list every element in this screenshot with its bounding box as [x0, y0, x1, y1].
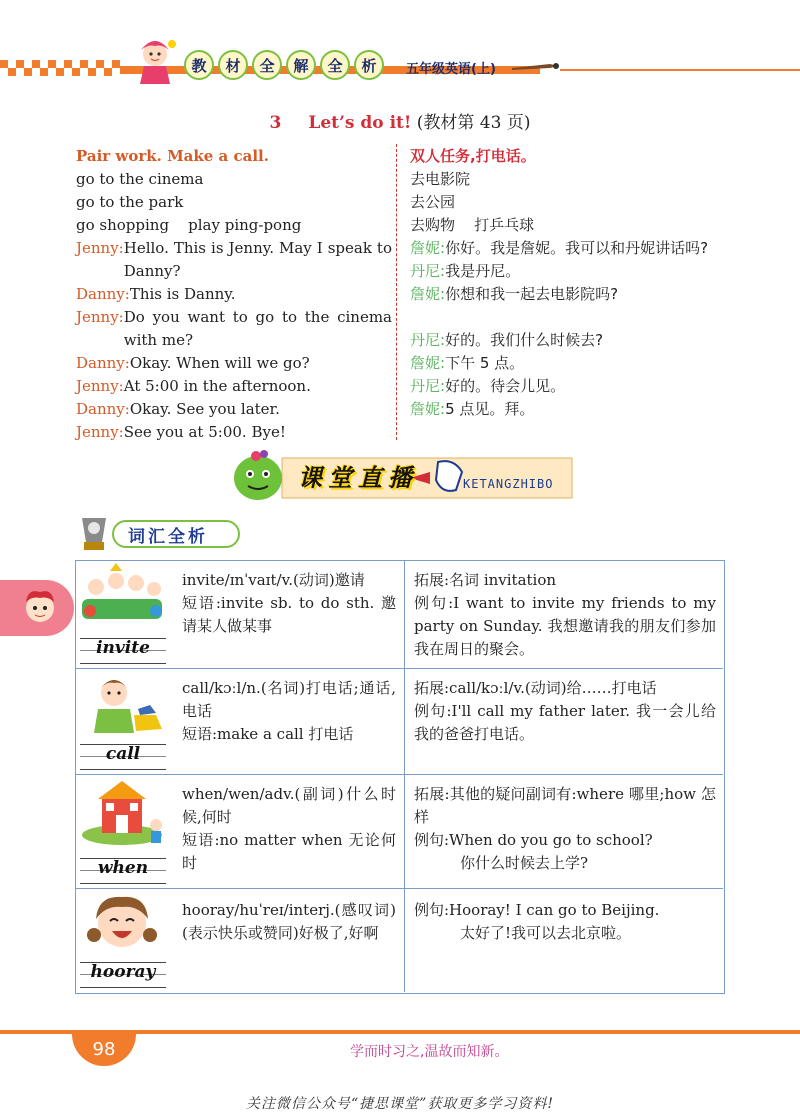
vocab-word: invite [96, 638, 150, 658]
example-text: 例句:Hooray! I can go to Beijing. [414, 901, 660, 919]
page-title [0, 108, 800, 133]
vocab-picture [76, 561, 170, 668]
vocab-word: call [105, 744, 141, 764]
header-mascot-icon [132, 36, 178, 86]
dialogue-line [76, 237, 392, 283]
extension-text: 拓展:其他的疑问副词有:where 哪里;how 怎样 [414, 785, 716, 826]
dialogue-line [76, 306, 392, 352]
series-char: 析 [354, 50, 384, 80]
definition-text: call/kɔːl/n.(名词)打电话;通话,电话 [182, 679, 396, 720]
speaker-name: Jenny: [76, 239, 124, 257]
vocab-row [76, 775, 723, 889]
vocab-extension [414, 569, 716, 661]
header-stripe [0, 66, 800, 74]
speaker-name: 詹妮: [410, 400, 446, 418]
dialogue-line [76, 398, 392, 421]
speaker-name: Danny: [76, 354, 130, 372]
speaker-name: Danny: [76, 285, 130, 303]
example-text: 例句:When do you go to school? [414, 831, 653, 849]
dialogue-line [76, 283, 392, 306]
series-char: 解 [286, 50, 316, 80]
cell-divider [404, 669, 405, 774]
dialogue-line [76, 421, 392, 444]
phrase-line: go to the park [76, 193, 184, 211]
example-text: 例句:I'll call my father later. 我一会儿给我的爸爸打电话。 [414, 702, 716, 743]
dialogue-line [410, 329, 730, 352]
line-text: 你好。我是詹妮。我可以和丹妮讲话吗? [445, 239, 709, 257]
title-ref: (教材第 43 页) [416, 113, 531, 133]
dialogue-english [76, 145, 392, 444]
dialogue-line [410, 237, 730, 260]
grade-label: 五年级英语(上) [406, 62, 496, 77]
dialogue-line [410, 398, 730, 421]
trophy-icon [74, 512, 114, 554]
line-text: This is Danny. [129, 285, 236, 303]
banner-subtitle: KETANGZHIBO [463, 477, 554, 491]
speaker-name: 丹尼: [410, 331, 446, 349]
dialogue-heading-en: Pair work. Make a call. [76, 147, 269, 165]
line-text: See you at 5:00. Bye! [123, 423, 286, 441]
extension-text: 拓展:call/kɔːl/v.(动词)给……打电话 [414, 679, 657, 697]
definition-text: hooray/huˈreɪ/interj.(感叹词)(表示快乐或赞同)好极了,好啊 [182, 901, 396, 942]
vocab-extension [414, 899, 716, 945]
line-text: Hello. This is Jenny. May I speak to Danny? [123, 239, 392, 280]
cell-divider [404, 889, 405, 992]
vocab-row [76, 889, 723, 992]
line-text: 好的。待会儿见。 [445, 377, 566, 395]
girl-phone-icon [76, 669, 170, 739]
line-text: 你想和我一起去电影院吗? [445, 285, 619, 303]
series-char: 全 [320, 50, 350, 80]
series-title [184, 50, 384, 80]
series-char: 材 [218, 50, 248, 80]
speaker-name: 詹妮: [410, 354, 446, 372]
line-text: 好的。我们什么时候去? [445, 331, 604, 349]
column-divider [396, 144, 397, 440]
line-text: Okay. When will we go? [129, 354, 310, 372]
line-text: Do you want to go to the cinema with me? [123, 308, 392, 349]
footer-motto: 学而时习之,温故而知新。 [350, 1044, 509, 1060]
speaker-name: Jenny: [76, 423, 124, 441]
series-char: 教 [184, 50, 214, 80]
example-translation: 太好了!我可以去北京啦。 [460, 924, 632, 942]
happy-girl-icon [76, 889, 170, 959]
side-tab [0, 580, 74, 636]
vocab-row [76, 561, 723, 669]
dialogue-line [76, 352, 392, 375]
cell-divider [404, 775, 405, 888]
speaker-name: Jenny: [76, 308, 124, 326]
speaker-name: 詹妮: [410, 285, 446, 303]
definition-text: invite/ɪnˈvaɪt/v.(动词)邀请 [182, 571, 365, 589]
phrase-line: 去公园 [410, 193, 456, 211]
vocab-picture [76, 775, 170, 888]
banner-title: 课堂直播 [298, 464, 418, 492]
phrase-text: 短语:no matter when 无论何时 [182, 831, 396, 872]
section-label: 词汇全析 [112, 520, 240, 548]
page-number: 98 [72, 1032, 136, 1066]
dialogue-heading-zh: 双人任务,打电话。 [410, 147, 536, 165]
speaker-name: Danny: [76, 400, 130, 418]
phrase-line: 去电影院 [410, 170, 471, 188]
cell-divider [404, 561, 405, 668]
children-party-icon [76, 561, 170, 631]
line-text: 下午 5 点。 [445, 354, 525, 372]
speaker-name: 詹妮: [410, 239, 446, 257]
line-text: 5 点见。拜。 [445, 400, 535, 418]
dialogue-line [410, 283, 730, 306]
speaker-name: 丹尼: [410, 377, 446, 395]
vocab-word: when [97, 858, 149, 878]
extension-text: 拓展:名词 invitation [414, 571, 557, 589]
vocab-extension [414, 783, 716, 875]
line-text: Okay. See you later. [129, 400, 280, 418]
phrase-line: go shopping play ping-pong [76, 216, 302, 234]
speaker-name: 丹尼: [410, 262, 446, 280]
example-translation: 你什么时候去上学? [460, 854, 589, 872]
example-text: 例句:I want to invite my friends to my party on Sunday. 我想邀请我的朋友们参加我在周日的聚会。 [414, 594, 716, 658]
line-text: 我是丹尼。 [445, 262, 521, 280]
title-number: 3 [269, 113, 282, 133]
vocab-extension [414, 677, 716, 746]
dialogue-chinese [410, 145, 730, 421]
vocab-picture [76, 669, 170, 774]
definition-text: when/wen/adv.(副词)什么时候,何时 [182, 785, 396, 826]
vocab-definition [182, 677, 396, 746]
phrase-line: 去购物 打乒乓球 [410, 216, 535, 234]
speaker-name: Jenny: [76, 377, 124, 395]
phrase-line: go to the cinema [76, 170, 204, 188]
vocab-word: hooray [90, 962, 156, 982]
series-char: 全 [252, 50, 282, 80]
title-main: Let’s do it! [308, 113, 412, 133]
vocab-definition [182, 899, 396, 945]
vocab-row [76, 669, 723, 775]
phrase-text: 短语:make a call 打电话 [182, 725, 354, 743]
vocab-definition [182, 783, 396, 875]
cartoon-face-icon [18, 586, 62, 630]
pen-icon [510, 56, 562, 76]
line-text: At 5:00 in the afternoon. [123, 377, 311, 395]
watermark-text: 关注微信公众号“捷思课堂”获取更多学习资料! [246, 1096, 554, 1112]
phrase-text: 短语:invite sb. to do sth. 邀请某人做某事 [182, 594, 396, 635]
vocab-definition [182, 569, 396, 638]
dialogue-line [410, 352, 730, 375]
vocabulary-table [75, 560, 725, 994]
dialogue-line [76, 375, 392, 398]
dialogue-line [410, 260, 730, 283]
school-building-icon [76, 775, 170, 849]
dialogue-line [410, 375, 730, 398]
vocab-picture [76, 889, 170, 992]
